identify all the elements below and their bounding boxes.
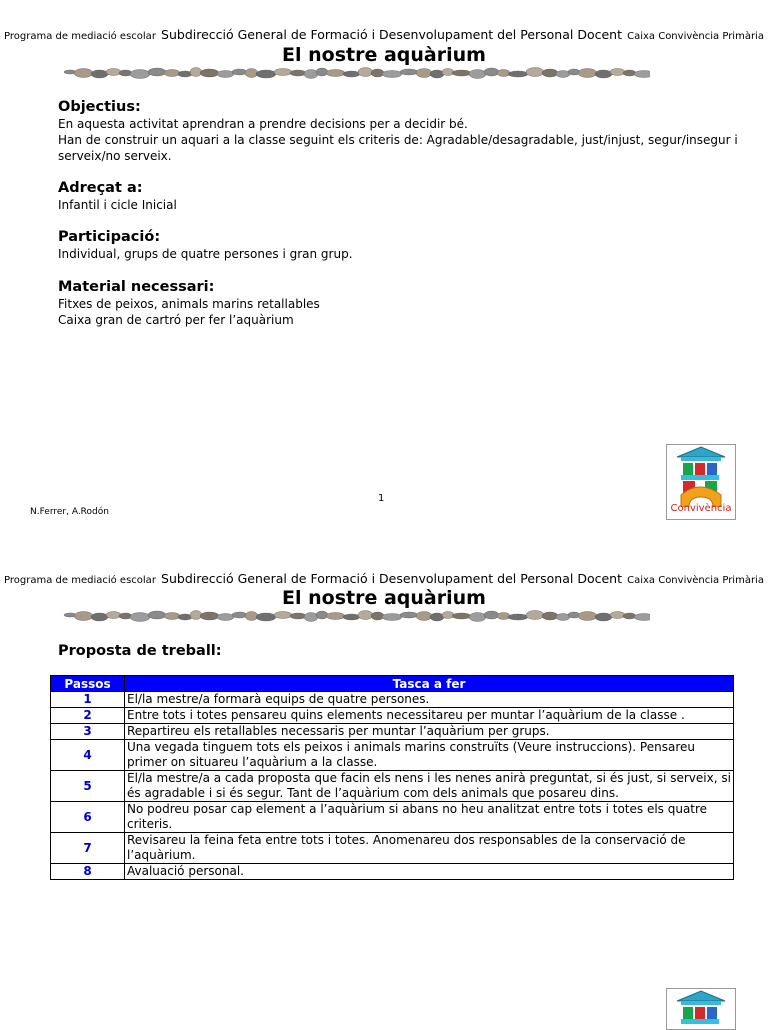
pebble: [526, 611, 544, 620]
step-number: 6: [51, 802, 125, 833]
pebble: [610, 69, 625, 76]
pebble: [578, 612, 597, 621]
authors: N.Ferrer, A.Rodón: [30, 507, 109, 517]
pebble-divider-2: [60, 609, 650, 623]
pebble: [217, 614, 234, 621]
step-number: 5: [51, 771, 125, 802]
pebble: [74, 69, 93, 78]
pebble: [371, 612, 384, 620]
convivencia-logo: [666, 444, 736, 520]
page2-title: El nostre aquàrium: [282, 587, 486, 609]
step-task: Repartireu els retallables necessaris per muntar l’aquàrium per grups.: [125, 724, 734, 740]
pebble: [400, 69, 418, 75]
pebble: [542, 69, 558, 77]
pebble: [623, 613, 636, 619]
column-header-steps: Passos: [51, 676, 125, 692]
pebble: [256, 70, 276, 78]
pebble: [217, 71, 234, 78]
pebble: [148, 68, 166, 76]
table-row: [51, 740, 734, 771]
table-row: [51, 724, 734, 740]
pebble: [274, 612, 292, 619]
table-row: [51, 708, 734, 724]
pebble: [74, 612, 93, 621]
section-heading: Adreçat a:: [58, 180, 143, 196]
section-audience: [58, 179, 738, 213]
pebble: [430, 613, 444, 621]
step-number: 1: [51, 692, 125, 708]
step-number: 4: [51, 740, 125, 771]
section-line: En aquesta activitat aprendran a prendre decisions per a decidir bé.: [58, 117, 468, 131]
pebble: [508, 71, 528, 77]
step-task: Entre tots i totes pensareu quins elements necessitareu per muntar l’aquàrium de la classe .: [125, 708, 734, 724]
pebble: [469, 613, 486, 622]
header-box: Caixa Convivència Primària: [627, 31, 764, 42]
header-subdirectorate: Subdirecció General de Formació i Desenvolupament del Personal Docent: [161, 27, 622, 42]
pebble-divider-1: [60, 66, 650, 80]
pebble: [164, 613, 180, 620]
step-number: 8: [51, 864, 125, 880]
section-heading: Material necessari:: [58, 279, 215, 295]
pebble: [452, 70, 471, 76]
pebble: [634, 614, 650, 621]
section-line: Individual, grups de quatre persones i gran grup.: [58, 247, 353, 261]
pebble: [484, 68, 499, 76]
table-row: [51, 802, 734, 833]
header-box: Caixa Convivència Primària: [627, 575, 764, 586]
pebble: [497, 70, 510, 77]
pebble: [148, 611, 166, 619]
steps-table: [50, 675, 734, 880]
header-subdirectorate: Subdirecció General de Formació i Desenvolupament del Personal Docent: [161, 571, 622, 586]
pebble: [358, 68, 373, 77]
pebble: [106, 612, 121, 619]
pebble: [91, 613, 108, 621]
table-row: [51, 864, 734, 880]
table-row: [51, 771, 734, 802]
logo-label: Convivència: [670, 503, 732, 514]
header-program: Programa de mediació escolar: [4, 575, 156, 586]
step-task: Avaluació personal.: [125, 864, 734, 880]
pebble: [130, 70, 150, 79]
section-line: Han de construir un aquari a la classe seguint els criteris de: Agradable/desagradable, just/injust, segur/insegur i: [58, 133, 738, 147]
pebble: [274, 69, 292, 76]
table-row: [51, 833, 734, 864]
pebble: [610, 612, 625, 619]
pebble: [245, 69, 258, 78]
step-task: Una vegada tinguem tots els peixos i animals marins construïts (Veure instruccions). Pensareu primer on situareu l’aquàrium a la classe.: [125, 740, 734, 771]
pebble: [290, 613, 306, 619]
step-task: Revisareu la feina feta entre tots i totes. Anomenareu dos responsables de la conservació de l’aquàrium.: [125, 833, 734, 864]
pebble: [497, 613, 510, 620]
section-line: Fitxes de peixos, animals marins retallables: [58, 297, 320, 311]
pebble: [382, 71, 402, 78]
pebble: [232, 69, 247, 75]
pebble: [256, 613, 276, 621]
pebble: [578, 69, 597, 78]
pebble: [542, 612, 558, 620]
column-header-task: Tasca a fer: [125, 676, 734, 692]
pebble: [430, 70, 444, 78]
section-line: serveix/no serveix.: [58, 149, 172, 163]
pebble: [508, 614, 528, 620]
pebble: [371, 69, 384, 77]
pebble: [343, 614, 360, 620]
pebble: [452, 613, 471, 619]
page1-header: [0, 27, 768, 44]
pebble: [200, 612, 219, 620]
pebble: [106, 69, 121, 76]
proposal-heading: Proposta de treball:: [58, 643, 222, 659]
page1-content: [58, 98, 738, 328]
section-heading: Participació:: [58, 229, 161, 245]
pebble: [290, 70, 306, 76]
section-heading: Objectius:: [58, 99, 141, 115]
step-task: No podreu posar cap element a l’aquàrium si abans no heu analitzat entre tots i totes els quatre criteris.: [125, 802, 734, 833]
table-header-row: [51, 676, 734, 692]
pebble: [343, 71, 360, 77]
pebble: [245, 612, 258, 621]
pebble: [326, 613, 345, 620]
pebble: [416, 69, 432, 78]
page-number: 1: [378, 493, 385, 504]
pebble: [526, 68, 544, 77]
pebble: [484, 611, 499, 619]
pebble: [358, 611, 373, 620]
header-program: Programa de mediació escolar: [4, 31, 156, 42]
table-row: [51, 692, 734, 708]
pebble: [416, 612, 432, 621]
step-task: El/la mestre/a a cada proposta que facin els nens i les nenes anirà preguntat, si és just, si serveix, si és agradable i si és segur. Tant de l’aquàrium com dels animals que posareu dins.: [125, 771, 734, 802]
step-task: El/la mestre/a formarà equips de quatre persones.: [125, 692, 734, 708]
pebble: [200, 69, 219, 77]
pebble: [469, 70, 486, 79]
pebble: [91, 70, 108, 78]
section-participation: [58, 228, 738, 262]
section-line: Infantil i cicle Inicial: [58, 198, 177, 212]
step-number: 7: [51, 833, 125, 864]
section-objectives: [58, 98, 738, 164]
pebble: [623, 70, 636, 76]
pebble: [232, 612, 247, 618]
pebble: [304, 613, 318, 622]
pebble: [634, 71, 650, 78]
pebble: [130, 613, 150, 622]
section-materials: [58, 278, 738, 328]
section-line: Caixa gran de cartró per fer l’aquàrium: [58, 313, 294, 327]
pebble: [595, 70, 612, 78]
pebble: [304, 70, 318, 79]
step-number: 3: [51, 724, 125, 740]
pebble: [595, 613, 612, 621]
pebble: [400, 612, 418, 618]
page1-title: El nostre aquàrium: [282, 44, 486, 66]
pebble: [164, 70, 180, 77]
step-number: 2: [51, 708, 125, 724]
pebble: [382, 614, 402, 621]
pebble: [326, 70, 345, 77]
